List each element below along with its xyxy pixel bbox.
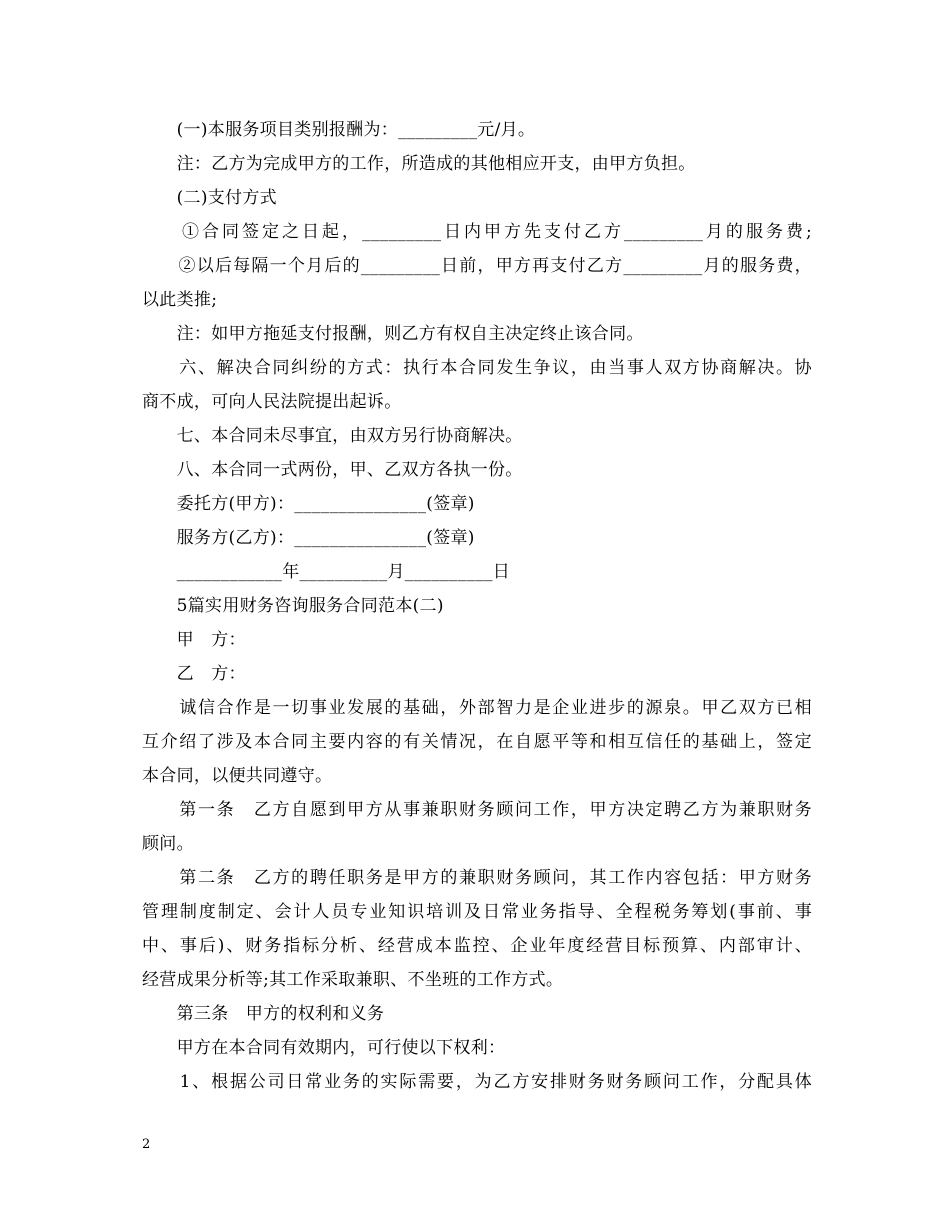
- text-line: ②以后每隔一个月后的_________日前，甲方再支付乙方_________月的服务费，: [142, 256, 812, 276]
- signature-line-party-a: 委托方(甲方)：_______________(签章): [142, 494, 475, 514]
- text-line: 互介绍了涉及本合同主要内容的有关情况，在自愿平等和相互信任的基础上，签定: [142, 732, 812, 752]
- party-b-line: 乙 方：: [142, 664, 246, 684]
- text-line: 注：如甲方拖延支付报酬，则乙方有权自主决定终止该合同。: [142, 324, 644, 344]
- text-line: 中、事后)、财务指标分析、经营成本监控、企业年度经营目标预算、内部审计、: [142, 936, 812, 956]
- text-line: 以此类推;: [142, 290, 218, 310]
- text-line: 七、本合同未尽事宜，由双方另行协商解决。: [142, 426, 523, 446]
- text-line: 诚信合作是一切事业发展的基础，外部智力是企业进步的源泉。甲乙双方已相: [142, 698, 812, 718]
- text-line: 第二条 乙方的聘任职务是甲方的兼职财务顾问，其工作内容包括：甲方财务: [142, 868, 812, 888]
- text-line: (一)本服务项目类别报酬为：_________元/月。: [142, 120, 536, 140]
- party-a-line: 甲 方：: [142, 630, 246, 650]
- section-title: 5篇实用财务咨询服务合同范本(二): [142, 596, 444, 616]
- text-line: 本合同，以便共同遵守。: [142, 766, 333, 786]
- text-line: (二)支付方式: [142, 188, 277, 208]
- text-line: 1、根据公司日常业务的实际需要，为乙方安排财务财务顾问工作，分配具体: [142, 1072, 812, 1092]
- date-line: ____________年__________月__________日: [142, 562, 511, 582]
- text-line: 经营成果分析等;其工作采取兼职、不坐班的工作方式。: [142, 970, 564, 990]
- text-line: 商不成，可向人民法院提出起诉。: [142, 392, 402, 412]
- text-line: 甲方在本合同有效期内，可行使以下权利：: [142, 1038, 506, 1058]
- text-line: 管理制度制定、会计人员专业知识培训及日常业务指导、全程税务筹划(事前、事: [142, 902, 812, 922]
- text-line: 八、本合同一式两份，甲、乙双方各执一份。: [142, 460, 523, 480]
- text-line: 注：乙方为完成甲方的工作，所造成的其他相应开支，由甲方负担。: [142, 154, 696, 174]
- text-line: 顾问。: [142, 834, 194, 854]
- text-line: ①合同签定之日起，_________日内甲方先支付乙方_________月的服务费;: [142, 222, 812, 242]
- page-number: 2: [142, 1137, 151, 1152]
- signature-line-party-b: 服务方(乙方)：_______________(签章): [142, 528, 475, 548]
- text-line: 第三条 甲方的权利和义务: [142, 1004, 385, 1024]
- text-line: 六、解决合同纠纷的方式：执行本合同发生争议，由当事人双方协商解决。协: [142, 358, 812, 378]
- text-line: 第一条 乙方自愿到甲方从事兼职财务顾问工作，甲方决定聘乙方为兼职财务: [142, 800, 812, 820]
